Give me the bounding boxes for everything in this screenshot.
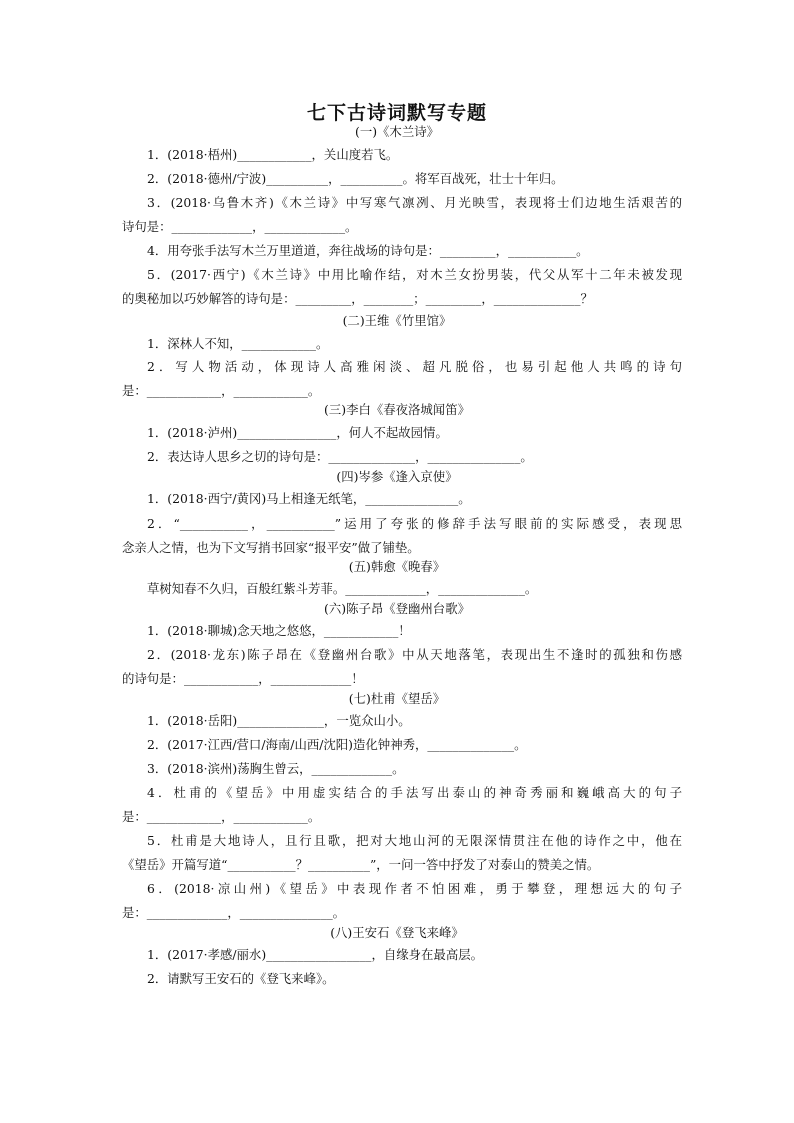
question-line: 1．深林人不知，____________。	[147, 336, 329, 351]
question-line: 1．(2018·梧州)____________，关山度若飞。	[147, 147, 399, 162]
question-line: 1．(2018·泸州)________________，何人不起故园情。	[147, 425, 448, 440]
question-line: 是：____________，____________。	[122, 383, 321, 398]
question-line: 4．杜甫的《望岳》中用虚实结合的手法写出泰山的神奇秀丽和巍峨高大的句子	[147, 785, 682, 800]
section-heading: (六)陈子昂《登幽州台歌》	[324, 601, 470, 616]
question-line: 5．(2017·西宁)《木兰诗》中用比喻作结，对木兰女扮男装，代父从军十二年未被发现	[147, 267, 682, 282]
section-heading: (五)韩愈《晚春》	[348, 559, 446, 574]
question-line: 是：_____________，_______________。	[122, 905, 346, 920]
question-line: 1．(2017·孝感/丽水)_________________，自缘身在最高层。	[147, 947, 483, 962]
question-line: 是：____________，____________。	[122, 809, 321, 824]
question-line: 3．(2018·滨州)荡胸生曾云，_____________。	[147, 761, 405, 776]
section-heading: (八)王安石《登飞来峰》	[330, 925, 464, 940]
question-line: 5．杜甫是大地诗人，且行且歌，把对大地山河的无限深情贯注在他的诗作之中，他在	[147, 833, 682, 848]
question-line: 1．(2018·西宁/黄冈)马上相逢无纸笔，_______________。	[147, 491, 471, 506]
question-line: 念亲人之情，也为下文写捎书回家“报平安”做了铺垫。	[122, 540, 420, 555]
document-title: 七下古诗词默写专题	[306, 102, 487, 124]
question-line: 2．请默写王安石的《登飞来峰》。	[147, 971, 335, 986]
question-line: 诗句是：_____________，_____________。	[122, 219, 358, 234]
question-line: 的奥秘加以巧妙解答的诗句是：_________，________；_________，______________？	[122, 291, 593, 306]
section-heading: (七)杜甫《望岳》	[348, 691, 446, 706]
question-line: 2．“___________，___________”运用了夸张的修辞手法写眼前的实际感受，表现思	[147, 516, 682, 531]
question-line: 1．(2018·岳阳)______________，一览众山小。	[147, 713, 411, 728]
question-line: 2．表达诗人思乡之切的诗句是：______________，_______________。	[147, 449, 533, 464]
question-line: 6．(2018·凉山州)《望岳》中表现作者不怕困难，勇于攀登，理想远大的句子	[147, 881, 682, 896]
question-line: 3．(2018·乌鲁木齐)《木兰诗》中写寒气凛冽、月光映雪，表现将士们边地生活艰苦的	[147, 195, 682, 210]
section-heading: (三)李白《春夜洛城闻笛》	[324, 402, 470, 417]
section-heading: (四)岑参《逢入京使》	[336, 469, 458, 484]
section-heading: (一)《木兰诗》	[354, 124, 439, 139]
question-line: 2．(2018·龙东)陈子昂在《登幽州台歌》中从天地落笔，表现出生不逢时的孤独和伤感	[147, 647, 682, 662]
question-line: 2．写人物活动，体现诗人高雅闲淡、超凡脱俗，也易引起他人共鸣的诗句	[147, 359, 682, 374]
question-line: 4．用夸张手法写木兰万里道道，奔往战场的诗句是：_________，___________。	[147, 243, 589, 258]
question-line: 1．(2018·聊城)念天地之悠悠，____________！	[147, 623, 411, 638]
question-line: 《望岳》开篇写道“___________？__________”，一问一答中抒发了对泰山的赞美之情。	[122, 857, 600, 872]
question-line: 2．(2018·德州/宁波)__________，__________。将军百战死，壮士十年归。	[147, 171, 564, 186]
question-line: 2．(2017·江西/营口/海南/山西/沈阳)造化钟神秀，______________。	[147, 737, 527, 752]
question-line: 的诗句是：____________，_____________！	[122, 671, 364, 686]
question-line: 草树知春不久归，百般红紫斗芳菲。_____________，______________。	[147, 581, 538, 596]
section-heading: (二)王维《竹里馆》	[342, 313, 452, 328]
